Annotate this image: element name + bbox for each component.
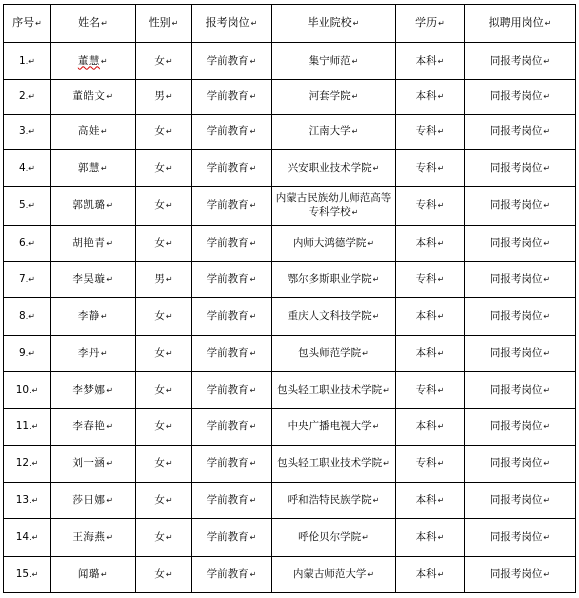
- gender-cell: 女↵: [136, 519, 192, 556]
- position-cell: 学前教育↵: [192, 43, 272, 80]
- seq-cell: 4.↵: [4, 149, 51, 186]
- seq-cell: 5.↵: [4, 187, 51, 225]
- degree-cell: 专科↵: [396, 445, 465, 482]
- position-cell: 学前教育↵: [192, 261, 272, 297]
- school-cell: 中央广播电视大学↵: [272, 409, 396, 445]
- table-row: [4, 80, 576, 114]
- hired-cell: 同报考岗位↵: [465, 556, 576, 592]
- school-cell: 包头轻工职业技术学院↵: [272, 445, 396, 482]
- hired-cell: 同报考岗位↵: [465, 298, 576, 335]
- table-row: [4, 261, 576, 297]
- position-cell: 学前教育↵: [192, 519, 272, 556]
- hired-cell: 同报考岗位↵: [465, 187, 576, 225]
- seq-cell: 10.↵: [4, 371, 51, 408]
- school-cell: 内蒙古师范大学↵: [272, 556, 396, 592]
- name-cell: 李静↵: [51, 298, 136, 335]
- column-header: 性别↵: [136, 5, 192, 43]
- seq-cell: 6.↵: [4, 225, 51, 261]
- seq-cell: 8.↵: [4, 298, 51, 335]
- seq-cell: 1.↵: [4, 43, 51, 80]
- table-row: [4, 482, 576, 518]
- seq-cell: 11.↵: [4, 409, 51, 445]
- table-row: [4, 335, 576, 371]
- column-header: 序号↵: [4, 5, 51, 43]
- table-row: [4, 114, 576, 149]
- name-cell: 李春艳↵: [51, 409, 136, 445]
- name-cell: 胡艳青↵: [51, 225, 136, 261]
- gender-cell: 女↵: [136, 482, 192, 518]
- hired-cell: 同报考岗位↵: [465, 445, 576, 482]
- hired-cell: 同报考岗位↵: [465, 80, 576, 114]
- gender-cell: 男↵: [136, 261, 192, 297]
- name-cell: 刘一涵↵: [51, 445, 136, 482]
- degree-cell: 本科↵: [396, 409, 465, 445]
- seq-cell: 12.↵: [4, 445, 51, 482]
- column-header: 报考岗位↵: [192, 5, 272, 43]
- table-row: [4, 43, 576, 80]
- seq-cell: 15.↵: [4, 556, 51, 592]
- position-cell: 学前教育↵: [192, 335, 272, 371]
- position-cell: 学前教育↵: [192, 371, 272, 408]
- name-cell: 李丹↵: [51, 335, 136, 371]
- school-cell: 包头师范学院↵: [272, 335, 396, 371]
- position-cell: 学前教育↵: [192, 445, 272, 482]
- gender-cell: 女↵: [136, 556, 192, 592]
- name-cell: 郭慧↵: [51, 149, 136, 186]
- table-row: [4, 445, 576, 482]
- gender-cell: 女↵: [136, 187, 192, 225]
- hired-cell: 同报考岗位↵: [465, 519, 576, 556]
- gender-cell: 女↵: [136, 298, 192, 335]
- gender-cell: 女↵: [136, 114, 192, 149]
- hired-cell: 同报考岗位↵: [465, 114, 576, 149]
- seq-cell: 3.↵: [4, 114, 51, 149]
- table-row: [4, 409, 576, 445]
- name-cell: 莎日娜↵: [51, 482, 136, 518]
- school-cell: 兴安职业技术学院↵: [272, 149, 396, 186]
- school-cell: 呼和浩特民族学院↵: [272, 482, 396, 518]
- degree-cell: 专科↵: [396, 187, 465, 225]
- name-cell: 李梦娜↵: [51, 371, 136, 408]
- name-cell: 闻璐↵: [51, 556, 136, 592]
- table-row: [4, 149, 576, 186]
- recruitment-table: [3, 4, 576, 593]
- name-cell: 李昊璇↵: [51, 261, 136, 297]
- seq-cell: 14.↵: [4, 519, 51, 556]
- degree-cell: 本科↵: [396, 298, 465, 335]
- name-cell: 王海燕↵: [51, 519, 136, 556]
- school-cell: 河套学院↵: [272, 80, 396, 114]
- school-cell: 鄂尔多斯职业学院↵: [272, 261, 396, 297]
- column-header: 毕业院校↵: [272, 5, 396, 43]
- school-cell: 内师大鸿德学院↵: [272, 225, 396, 261]
- table-row: [4, 519, 576, 556]
- table-row: [4, 556, 576, 592]
- column-header: 姓名↵: [51, 5, 136, 43]
- name-cell: 高娃↵: [51, 114, 136, 149]
- seq-cell: 13.↵: [4, 482, 51, 518]
- degree-cell: 本科↵: [396, 482, 465, 518]
- degree-cell: 本科↵: [396, 335, 465, 371]
- degree-cell: 本科↵: [396, 556, 465, 592]
- hired-cell: 同报考岗位↵: [465, 371, 576, 408]
- gender-cell: 女↵: [136, 225, 192, 261]
- gender-cell: 女↵: [136, 445, 192, 482]
- position-cell: 学前教育↵: [192, 149, 272, 186]
- gender-cell: 女↵: [136, 335, 192, 371]
- degree-cell: 专科↵: [396, 371, 465, 408]
- position-cell: 学前教育↵: [192, 80, 272, 114]
- gender-cell: 女↵: [136, 149, 192, 186]
- hired-cell: 同报考岗位↵: [465, 149, 576, 186]
- school-cell: 包头轻工职业技术学院↵: [272, 371, 396, 408]
- seq-cell: 2.↵: [4, 80, 51, 114]
- table-row: [4, 371, 576, 408]
- gender-cell: 男↵: [136, 80, 192, 114]
- position-cell: 学前教育↵: [192, 187, 272, 225]
- degree-cell: 本科↵: [396, 519, 465, 556]
- name-cell: 董皓文↵: [51, 80, 136, 114]
- hired-cell: 同报考岗位↵: [465, 43, 576, 80]
- position-cell: 学前教育↵: [192, 225, 272, 261]
- table-row: [4, 298, 576, 335]
- position-cell: 学前教育↵: [192, 556, 272, 592]
- school-cell: 江南大学↵: [272, 114, 396, 149]
- gender-cell: 女↵: [136, 43, 192, 80]
- position-cell: 学前教育↵: [192, 114, 272, 149]
- degree-cell: 本科↵: [396, 80, 465, 114]
- hired-cell: 同报考岗位↵: [465, 482, 576, 518]
- school-cell: 呼伦贝尔学院↵: [272, 519, 396, 556]
- hired-cell: 同报考岗位↵: [465, 225, 576, 261]
- position-cell: 学前教育↵: [192, 298, 272, 335]
- hired-cell: 同报考岗位↵: [465, 261, 576, 297]
- name-cell: 董慧↵: [51, 43, 136, 80]
- degree-cell: 专科↵: [396, 114, 465, 149]
- position-cell: 学前教育↵: [192, 482, 272, 518]
- column-header: 学历↵: [396, 5, 465, 43]
- seq-cell: 9.↵: [4, 335, 51, 371]
- gender-cell: 女↵: [136, 409, 192, 445]
- degree-cell: 本科↵: [396, 225, 465, 261]
- table-row: [4, 187, 576, 225]
- school-cell: 重庆人文科技学院↵: [272, 298, 396, 335]
- column-header: 拟聘用岗位↵: [465, 5, 576, 43]
- table-header-row: [4, 5, 576, 43]
- name-cell: 郭凯璐↵: [51, 187, 136, 225]
- hired-cell: 同报考岗位↵: [465, 335, 576, 371]
- table-row: [4, 225, 576, 261]
- degree-cell: 专科↵: [396, 261, 465, 297]
- school-cell: 内蒙古民族幼儿师范高等专科学校↵: [272, 187, 396, 225]
- gender-cell: 女↵: [136, 371, 192, 408]
- position-cell: 学前教育↵: [192, 409, 272, 445]
- seq-cell: 7.↵: [4, 261, 51, 297]
- hired-cell: 同报考岗位↵: [465, 409, 576, 445]
- school-cell: 集宁师范↵: [272, 43, 396, 80]
- degree-cell: 本科↵: [396, 43, 465, 80]
- degree-cell: 专科↵: [396, 149, 465, 186]
